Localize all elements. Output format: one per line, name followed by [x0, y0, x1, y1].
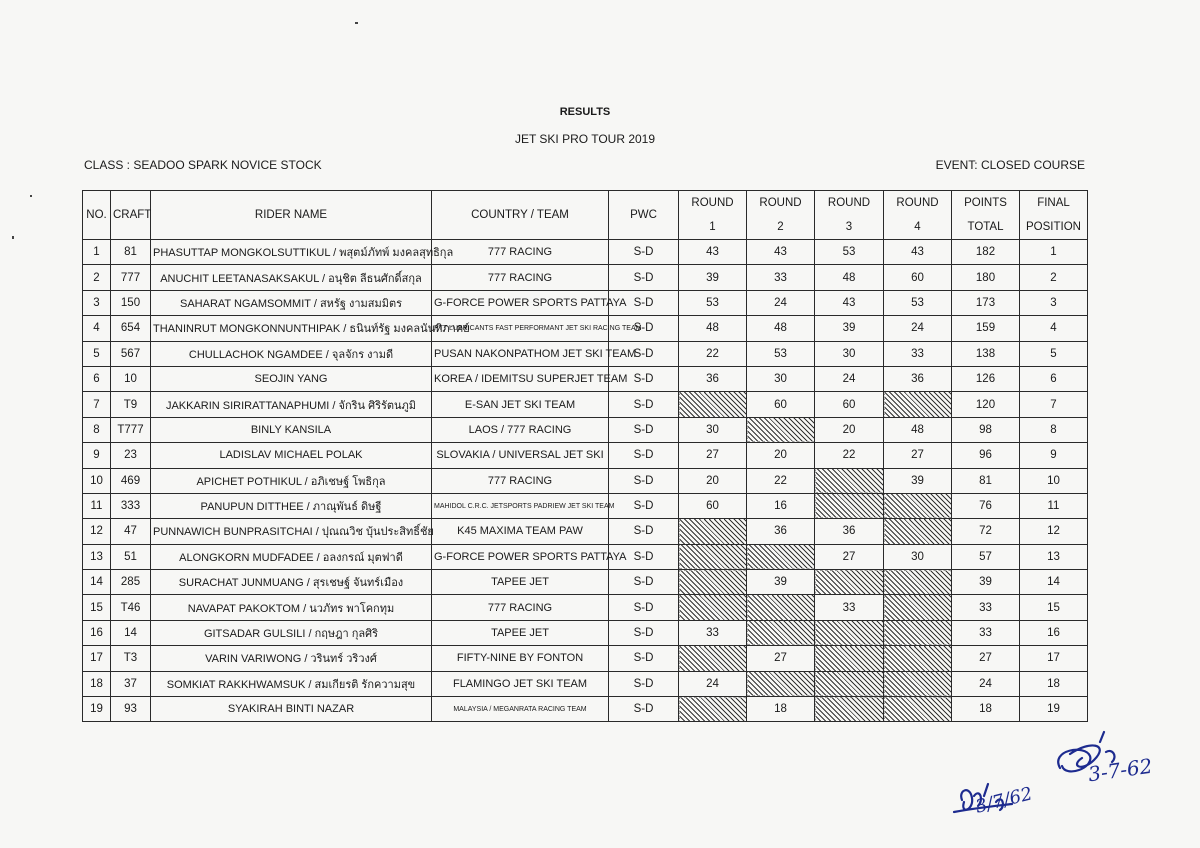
cell-round3: 20 [815, 417, 884, 442]
cell-round3: 33 [815, 595, 884, 620]
cell-round1 [679, 697, 747, 722]
cell-final-position: 8 [1020, 417, 1088, 442]
cell-pwc: S-D [609, 290, 679, 315]
cell-round4 [884, 570, 952, 595]
cell-final-position: 3 [1020, 290, 1088, 315]
cell-pwc: S-D [609, 671, 679, 696]
cell-rider-name: PHASUTTAP MONGKOLSUTTIKUL / พสุตม์ภัทพ์ มงคลสุทธิกุล [151, 240, 432, 265]
cell-no: 7 [83, 392, 111, 417]
cell-no: 3 [83, 290, 111, 315]
cell-craft: 47 [111, 519, 151, 544]
header-points: POINTS [952, 191, 1020, 216]
table-row [83, 316, 1088, 341]
cell-round2 [747, 620, 815, 645]
cell-final-position: 17 [1020, 646, 1088, 671]
cell-no: 15 [83, 595, 111, 620]
cell-round3 [815, 697, 884, 722]
cell-round2: 43 [747, 240, 815, 265]
cell-team: TAPEE JET [432, 570, 609, 595]
cell-round4: 30 [884, 544, 952, 569]
cell-round3: 53 [815, 240, 884, 265]
header-no: NO. [83, 191, 111, 240]
cell-round1 [679, 646, 747, 671]
table-row [83, 443, 1088, 468]
results-table [82, 190, 1088, 722]
cell-craft: T46 [111, 595, 151, 620]
cell-round1 [679, 570, 747, 595]
cell-rider-name: BINLY KANSILA [151, 417, 432, 442]
cell-final-position: 12 [1020, 519, 1088, 544]
table-row [83, 240, 1088, 265]
cell-points-total: 57 [952, 544, 1020, 569]
cell-round1: 20 [679, 468, 747, 493]
cell-round4: 39 [884, 468, 952, 493]
cell-round4: 43 [884, 240, 952, 265]
cell-no: 4 [83, 316, 111, 341]
cell-pwc: S-D [609, 265, 679, 290]
cell-points-total: 138 [952, 341, 1020, 366]
cell-round3: 48 [815, 265, 884, 290]
header-round2-number: 2 [747, 215, 815, 240]
cell-round3: 30 [815, 341, 884, 366]
cell-round2: 18 [747, 697, 815, 722]
cell-craft: 285 [111, 570, 151, 595]
cell-final-position: 2 [1020, 265, 1088, 290]
cell-rider-name: PUNNAWICH BUNPRASITCHAI / ปุณณวิช บุ้นประสิทธิ์ชัย [151, 519, 432, 544]
header-round2: ROUND [747, 191, 815, 216]
cell-round3: 60 [815, 392, 884, 417]
cell-points-total: 33 [952, 620, 1020, 645]
cell-round4: 53 [884, 290, 952, 315]
cell-no: 9 [83, 443, 111, 468]
cell-points-total: 182 [952, 240, 1020, 265]
cell-rider-name: SYAKIRAH BINTI NAZAR [151, 697, 432, 722]
cell-pwc: S-D [609, 544, 679, 569]
cell-round1: 39 [679, 265, 747, 290]
header-rider: RIDER NAME [151, 191, 432, 240]
table-row [83, 417, 1088, 442]
cell-final-position: 18 [1020, 671, 1088, 696]
cell-final-position: 11 [1020, 493, 1088, 518]
cell-team: FLAMINGO JET SKI TEAM [432, 671, 609, 696]
table-row [83, 544, 1088, 569]
cell-round3 [815, 468, 884, 493]
cell-round4: 27 [884, 443, 952, 468]
cell-craft: 37 [111, 671, 151, 696]
cell-round2: 36 [747, 519, 815, 544]
cell-points-total: 173 [952, 290, 1020, 315]
table-row [83, 392, 1088, 417]
cell-rider-name: ALONGKORN MUDFADEE / อลงกรณ์ มุตฟาดี [151, 544, 432, 569]
cell-craft: 93 [111, 697, 151, 722]
cell-team: 777 RACING [432, 595, 609, 620]
cell-craft: 10 [111, 366, 151, 391]
cell-round1: 36 [679, 366, 747, 391]
cell-round2: 22 [747, 468, 815, 493]
cell-rider-name: VARIN VARIWONG / วรินทร์ วริวงศ์ [151, 646, 432, 671]
cell-final-position: 19 [1020, 697, 1088, 722]
cell-points-total: 27 [952, 646, 1020, 671]
cell-rider-name: SEOJIN YANG [151, 366, 432, 391]
cell-team: 777 RACING [432, 240, 609, 265]
cell-points-total: 126 [952, 366, 1020, 391]
cell-rider-name: THANINRUT MONGKONNUNTHIPAK / ธนินท์รัฐ มงคลนันทิภาคย์ [151, 316, 432, 341]
cell-rider-name: LADISLAV MICHAEL POLAK [151, 443, 432, 468]
cell-round4 [884, 519, 952, 544]
table-row [83, 620, 1088, 645]
cell-no: 13 [83, 544, 111, 569]
header-round1-number: 1 [679, 215, 747, 240]
cell-team: PUSAN NAKONPATHOM JET SKI TEAM [432, 341, 609, 366]
cell-round3: 24 [815, 366, 884, 391]
cell-round1: 22 [679, 341, 747, 366]
cell-pwc: S-D [609, 443, 679, 468]
cell-final-position: 7 [1020, 392, 1088, 417]
cell-round3 [815, 493, 884, 518]
event-label: EVENT: CLOSED COURSE [935, 158, 1085, 172]
cell-points-total: 81 [952, 468, 1020, 493]
cell-points-total: 180 [952, 265, 1020, 290]
header-points-total: TOTAL [952, 215, 1020, 240]
cell-round2 [747, 671, 815, 696]
signature-right-date: 3-7-62 [1086, 753, 1154, 787]
cell-round3: 27 [815, 544, 884, 569]
cell-points-total: 76 [952, 493, 1020, 518]
cell-round2: 24 [747, 290, 815, 315]
cell-final-position: 6 [1020, 366, 1088, 391]
cell-final-position: 9 [1020, 443, 1088, 468]
cell-no: 1 [83, 240, 111, 265]
cell-rider-name: APICHET POTHIKUL / อภิเชษฐ์ โพธิกุล [151, 468, 432, 493]
cell-round3: 22 [815, 443, 884, 468]
cell-craft: 150 [111, 290, 151, 315]
cell-team: MAHIDOL C.R.C. JETSPORTS PADRIEW JET SKI TEAM [432, 493, 609, 518]
cell-round4 [884, 697, 952, 722]
cell-pwc: S-D [609, 417, 679, 442]
cell-team: LAOS / 777 RACING [432, 417, 609, 442]
cell-final-position: 14 [1020, 570, 1088, 595]
cell-no: 10 [83, 468, 111, 493]
cell-round4 [884, 646, 952, 671]
cell-final-position: 10 [1020, 468, 1088, 493]
cell-round3: 39 [815, 316, 884, 341]
table-header [83, 191, 1088, 240]
cell-round1 [679, 519, 747, 544]
cell-round2: 53 [747, 341, 815, 366]
cell-round3 [815, 570, 884, 595]
cell-rider-name: NAVAPAT PAKOKTOM / นวภัทร พาโคกทุม [151, 595, 432, 620]
cell-pwc: S-D [609, 570, 679, 595]
cell-round2: 16 [747, 493, 815, 518]
header-round4: ROUND [884, 191, 952, 216]
cell-round2: 48 [747, 316, 815, 341]
cell-round1: 24 [679, 671, 747, 696]
cell-no: 16 [83, 620, 111, 645]
table-row [83, 341, 1088, 366]
cell-round4: 33 [884, 341, 952, 366]
cell-craft: 469 [111, 468, 151, 493]
cell-round1: 53 [679, 290, 747, 315]
cell-round1 [679, 392, 747, 417]
cell-no: 8 [83, 417, 111, 442]
cell-team: G-FORCE POWER SPORTS PATTAYA [432, 290, 609, 315]
cell-pwc: S-D [609, 316, 679, 341]
header-round3-number: 3 [815, 215, 884, 240]
cell-pwc: S-D [609, 366, 679, 391]
cell-round4: 60 [884, 265, 952, 290]
header-round4-number: 4 [884, 215, 952, 240]
cell-round2: 39 [747, 570, 815, 595]
header-craft: CRAFT [111, 191, 151, 240]
header-pwc: PWC [609, 191, 679, 240]
cell-round3 [815, 671, 884, 696]
cell-pwc: S-D [609, 493, 679, 518]
table-row [83, 671, 1088, 696]
cell-craft: 333 [111, 493, 151, 518]
table-row [83, 265, 1088, 290]
class-label: CLASS : SEADOO SPARK NOVICE STOCK [84, 158, 322, 172]
cell-craft: T3 [111, 646, 151, 671]
cell-round4 [884, 392, 952, 417]
cell-round4 [884, 671, 952, 696]
cell-points-total: 24 [952, 671, 1020, 696]
cell-no: 6 [83, 366, 111, 391]
cell-pwc: S-D [609, 519, 679, 544]
cell-points-total: 98 [952, 417, 1020, 442]
cell-round1: 33 [679, 620, 747, 645]
cell-round2: 27 [747, 646, 815, 671]
document-subtitle: JET SKI PRO TOUR 2019 [514, 132, 656, 146]
table-row [83, 366, 1088, 391]
cell-round1 [679, 595, 747, 620]
cell-pwc: S-D [609, 341, 679, 366]
cell-round2: 20 [747, 443, 815, 468]
document-title: RESULTS [559, 106, 611, 118]
cell-team: 777 RACING [432, 468, 609, 493]
cell-points-total: 72 [952, 519, 1020, 544]
cell-team: E-SAN JET SKI TEAM [432, 392, 609, 417]
cell-pwc: S-D [609, 392, 679, 417]
cell-round1: 43 [679, 240, 747, 265]
cell-round4 [884, 595, 952, 620]
cell-round2: 30 [747, 366, 815, 391]
cell-rider-name: SURACHAT JUNMUANG / สุรเชษฐ์ จันทร์เมือง [151, 570, 432, 595]
scan-speck [355, 22, 358, 24]
cell-rider-name: CHULLACHOK NGAMDEE / จุลจักร งามดี [151, 341, 432, 366]
cell-team: K45 MAXIMA TEAM PAW [432, 519, 609, 544]
cell-final-position: 1 [1020, 240, 1088, 265]
header-final: FINAL [1020, 191, 1088, 216]
table-row [83, 493, 1088, 518]
scan-speck [30, 195, 32, 197]
cell-round1: 30 [679, 417, 747, 442]
cell-final-position: 13 [1020, 544, 1088, 569]
cell-team: KOREA / IDEMITSU SUPERJET TEAM [432, 366, 609, 391]
cell-pwc: S-D [609, 697, 679, 722]
cell-round4: 48 [884, 417, 952, 442]
cell-round4: 36 [884, 366, 952, 391]
table-row [83, 570, 1088, 595]
cell-points-total: 159 [952, 316, 1020, 341]
cell-round1 [679, 544, 747, 569]
cell-no: 11 [83, 493, 111, 518]
scan-speck [12, 236, 14, 239]
cell-round3: 36 [815, 519, 884, 544]
header-round1: ROUND [679, 191, 747, 216]
cell-round2: 60 [747, 392, 815, 417]
cell-team: MALAYSIA / MEGANRATA RACING TEAM [432, 697, 609, 722]
cell-pwc: S-D [609, 595, 679, 620]
table-row [83, 468, 1088, 493]
cell-craft: 51 [111, 544, 151, 569]
cell-team: SLOVAKIA / UNIVERSAL JET SKI [432, 443, 609, 468]
cell-craft: 14 [111, 620, 151, 645]
cell-craft: T777 [111, 417, 151, 442]
cell-team: TAPEE JET [432, 620, 609, 645]
cell-final-position: 15 [1020, 595, 1088, 620]
cell-final-position: 4 [1020, 316, 1088, 341]
cell-round2 [747, 417, 815, 442]
cell-pwc: S-D [609, 240, 679, 265]
cell-points-total: 96 [952, 443, 1020, 468]
cell-no: 18 [83, 671, 111, 696]
cell-round1: 27 [679, 443, 747, 468]
cell-no: 12 [83, 519, 111, 544]
cell-final-position: 5 [1020, 341, 1088, 366]
cell-round1: 60 [679, 493, 747, 518]
table-body [83, 240, 1088, 722]
cell-points-total: 18 [952, 697, 1020, 722]
cell-no: 19 [83, 697, 111, 722]
cell-craft: 567 [111, 341, 151, 366]
cell-rider-name: PANUPUN DITTHEE / ภาณุพันธ์ ดิษฐี [151, 493, 432, 518]
cell-rider-name: ANUCHIT LEETANASAKSAKUL / อนุชิต ลีธนศักดิ์สกุล [151, 265, 432, 290]
cell-round4: 24 [884, 316, 952, 341]
table-row [83, 697, 1088, 722]
cell-final-position: 16 [1020, 620, 1088, 645]
cell-no: 14 [83, 570, 111, 595]
cell-no: 5 [83, 341, 111, 366]
cell-no: 17 [83, 646, 111, 671]
cell-team: FIFTY-NINE BY FONTON [432, 646, 609, 671]
cell-rider-name: SAHARAT NGAMSOMMIT / สหรัฐ งามสมมิตร [151, 290, 432, 315]
header-round3: ROUND [815, 191, 884, 216]
cell-craft: 81 [111, 240, 151, 265]
cell-round3 [815, 646, 884, 671]
cell-craft: 654 [111, 316, 151, 341]
table-row [83, 519, 1088, 544]
cell-points-total: 120 [952, 392, 1020, 417]
cell-craft: T9 [111, 392, 151, 417]
table-row [83, 595, 1088, 620]
cell-pwc: S-D [609, 468, 679, 493]
cell-craft: 23 [111, 443, 151, 468]
header-final-position: POSITION [1020, 215, 1088, 240]
cell-pwc: S-D [609, 646, 679, 671]
table-row [83, 290, 1088, 315]
cell-team: PTT LUBRICANTS FAST PERFORMANT JET SKI RACING TEAM [432, 316, 609, 341]
cell-round2 [747, 544, 815, 569]
cell-team: G-FORCE POWER SPORTS PATTAYA [432, 544, 609, 569]
cell-round4 [884, 620, 952, 645]
cell-round3: 43 [815, 290, 884, 315]
cell-pwc: S-D [609, 620, 679, 645]
cell-rider-name: GITSADAR GULSILI / กฤษฎา กุลศิริ [151, 620, 432, 645]
signature-left-date: 3/7/62 [973, 783, 1035, 818]
cell-points-total: 39 [952, 570, 1020, 595]
cell-rider-name: SOMKIAT RAKKHWAMSUK / สมเกียรติ รักความสุข [151, 671, 432, 696]
cell-rider-name: JAKKARIN SIRIRATTANAPHUMI / จักริน ศิริรัตนภูมิ [151, 392, 432, 417]
cell-team: 777 RACING [432, 265, 609, 290]
cell-no: 2 [83, 265, 111, 290]
table-row [83, 646, 1088, 671]
cell-round3 [815, 620, 884, 645]
cell-round2: 33 [747, 265, 815, 290]
cell-round1: 48 [679, 316, 747, 341]
cell-round4 [884, 493, 952, 518]
header-team: COUNTRY / TEAM [432, 191, 609, 240]
cell-round2 [747, 595, 815, 620]
cell-points-total: 33 [952, 595, 1020, 620]
cell-craft: 777 [111, 265, 151, 290]
